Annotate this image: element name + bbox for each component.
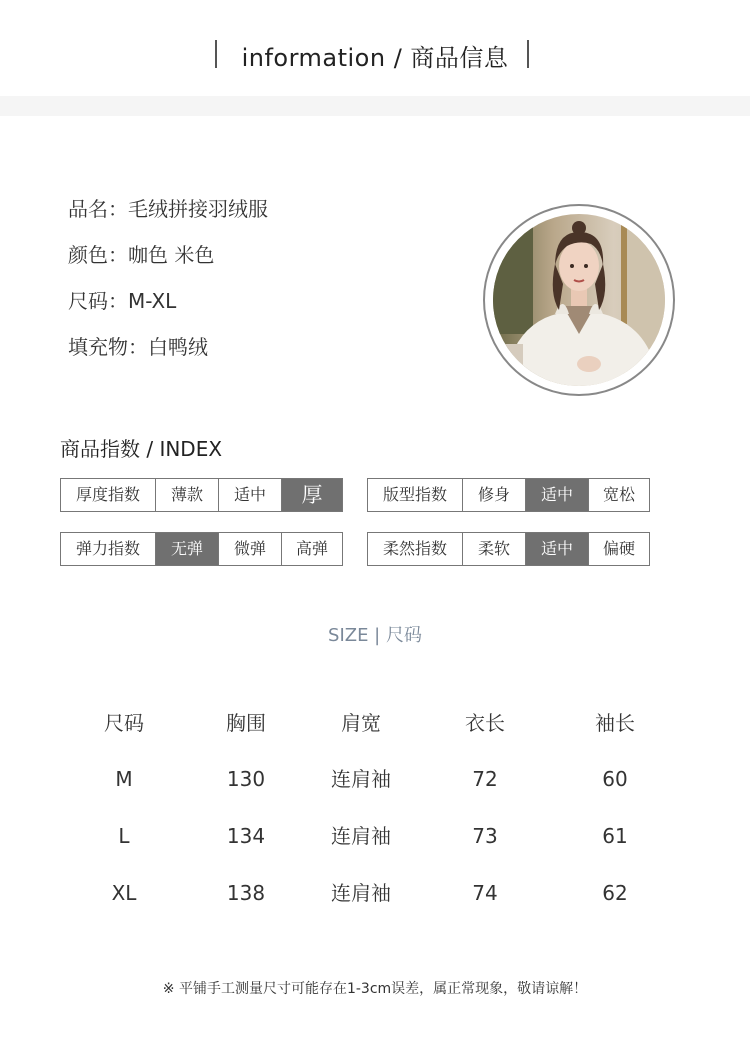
index-title: 商品指数 / INDEX (60, 437, 223, 461)
index-elasticity-option-none: 无弹 (155, 533, 218, 565)
index-elasticity-option-high: 高弹 (281, 533, 342, 565)
table-row (0, 878, 750, 908)
index-elasticity (60, 532, 343, 566)
index-fit-option-regular: 适中 (525, 479, 588, 511)
index-softness-option-soft: 柔软 (462, 533, 525, 565)
table-cell: 130 (226, 767, 266, 791)
index-thickness-option-thin: 薄款 (155, 479, 218, 511)
size-table-header (0, 708, 750, 738)
size-header-sleeve: 袖长 (595, 711, 635, 735)
table-cell: 73 (472, 824, 498, 848)
table-cell: 138 (226, 881, 266, 905)
table-cell: 134 (226, 824, 266, 848)
size-section-title: SIZE | 尺码 (328, 625, 422, 646)
product-size-range: 尺码：M-XL (68, 289, 177, 313)
page-header (0, 0, 750, 96)
index-thickness-option-medium: 适中 (218, 479, 281, 511)
table-cell: 60 (602, 767, 628, 791)
measurement-note: ※ 平铺手工测量尺寸可能存在1-3cm误差，属正常现象，敬请谅解！ (162, 981, 588, 997)
table-cell: XL (111, 881, 137, 905)
index-fit (367, 478, 650, 512)
table-row (0, 821, 750, 851)
index-fit-option-loose: 宽松 (588, 479, 649, 511)
index-elasticity-label: 弹力指数 (75, 539, 140, 558)
model-photo-frame (483, 204, 675, 396)
product-color: 颜色：咖色 米色 (68, 243, 215, 267)
index-thickness (60, 478, 343, 512)
product-name: 品名：毛绒拼接羽绒服 (68, 197, 268, 221)
table-cell: L (118, 824, 130, 848)
index-softness-option-medium: 适中 (525, 533, 588, 565)
product-info (68, 195, 268, 379)
index-thickness-option-thick: 厚 (281, 479, 342, 511)
product-filling: 填充物：白鸭绒 (68, 335, 208, 359)
table-cell: 62 (602, 881, 628, 905)
index-fit-option-slim: 修身 (462, 479, 525, 511)
index-softness-label: 柔然指数 (382, 539, 447, 558)
size-header-size: 尺码 (104, 711, 144, 735)
table-cell: 61 (602, 824, 628, 848)
table-cell: 连肩袖 (331, 824, 391, 848)
page-title: information / 商品信息 (241, 44, 509, 72)
size-header-shoulder: 肩宽 (341, 711, 381, 735)
index-softness-option-stiff: 偏硬 (588, 533, 649, 565)
model-photo (493, 214, 665, 386)
size-header-chest: 胸围 (226, 711, 266, 735)
table-cell: 连肩袖 (331, 881, 391, 905)
table-cell: 74 (472, 881, 498, 905)
table-cell: 72 (472, 767, 498, 791)
index-softness (367, 532, 650, 566)
table-row (0, 764, 750, 794)
table-cell: 连肩袖 (331, 767, 391, 791)
table-cell: M (115, 767, 133, 791)
header-divider-right (527, 40, 529, 68)
section-band (0, 96, 750, 116)
index-fit-label: 版型指数 (382, 485, 447, 504)
size-header-length: 衣长 (465, 711, 505, 735)
index-thickness-label: 厚度指数 (75, 485, 140, 504)
index-elasticity-option-slight: 微弹 (218, 533, 281, 565)
